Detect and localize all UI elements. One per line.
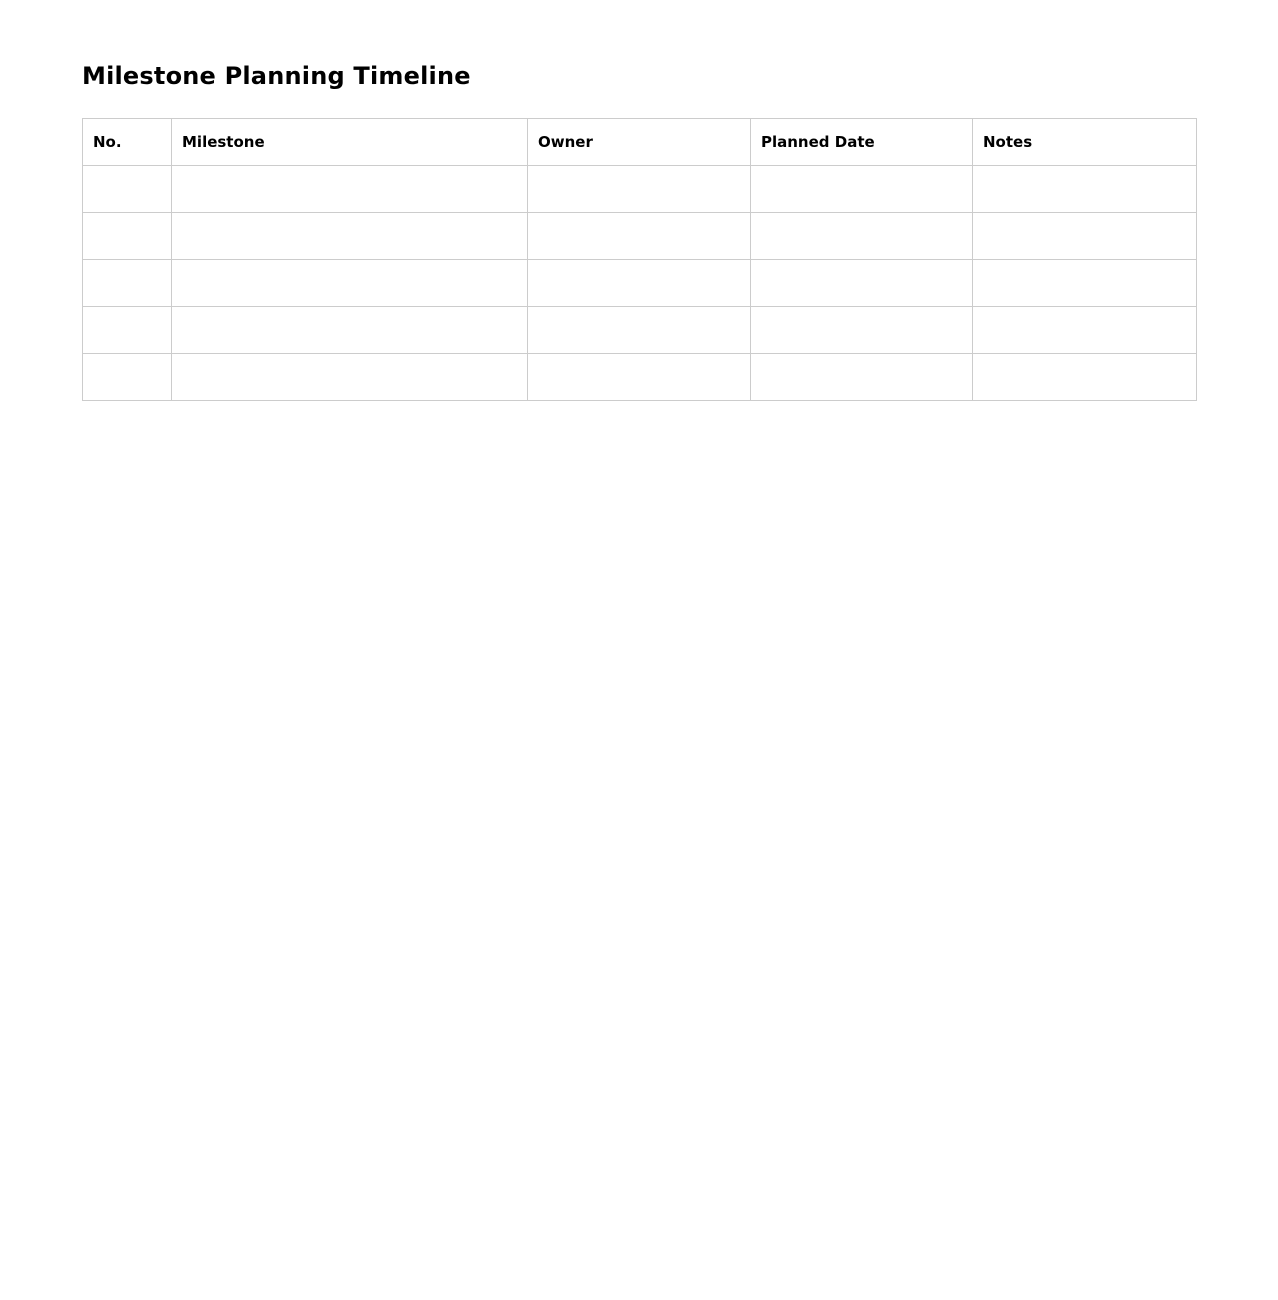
- cell-no[interactable]: [83, 354, 172, 401]
- cell-milestone[interactable]: [172, 213, 528, 260]
- cell-milestone[interactable]: [172, 166, 528, 213]
- cell-milestone[interactable]: [172, 354, 528, 401]
- table-row: [83, 260, 1197, 307]
- cell-owner[interactable]: [528, 213, 751, 260]
- cell-no[interactable]: [83, 166, 172, 213]
- cell-planned-date[interactable]: [751, 166, 973, 213]
- column-header-notes: Notes: [973, 119, 1197, 166]
- cell-notes[interactable]: [973, 354, 1197, 401]
- column-header-milestone: Milestone: [172, 119, 528, 166]
- cell-planned-date[interactable]: [751, 213, 973, 260]
- cell-planned-date[interactable]: [751, 307, 973, 354]
- milestone-table: [82, 118, 1197, 401]
- cell-notes[interactable]: [973, 213, 1197, 260]
- cell-milestone[interactable]: [172, 260, 528, 307]
- cell-milestone[interactable]: [172, 307, 528, 354]
- table-header-row: [83, 119, 1197, 166]
- cell-planned-date[interactable]: [751, 260, 973, 307]
- cell-owner[interactable]: [528, 307, 751, 354]
- table-row: [83, 213, 1197, 260]
- column-header-owner: Owner: [528, 119, 751, 166]
- page-title: Milestone Planning Timeline: [82, 62, 471, 90]
- cell-no[interactable]: [83, 213, 172, 260]
- cell-notes[interactable]: [973, 260, 1197, 307]
- table-row: [83, 166, 1197, 213]
- cell-notes[interactable]: [973, 307, 1197, 354]
- cell-no[interactable]: [83, 307, 172, 354]
- cell-owner[interactable]: [528, 260, 751, 307]
- cell-owner[interactable]: [528, 166, 751, 213]
- table-row: [83, 354, 1197, 401]
- column-header-planned-date: Planned Date: [751, 119, 973, 166]
- cell-owner[interactable]: [528, 354, 751, 401]
- column-header-no: No.: [83, 119, 172, 166]
- table-row: [83, 307, 1197, 354]
- cell-planned-date[interactable]: [751, 354, 973, 401]
- cell-notes[interactable]: [973, 166, 1197, 213]
- cell-no[interactable]: [83, 260, 172, 307]
